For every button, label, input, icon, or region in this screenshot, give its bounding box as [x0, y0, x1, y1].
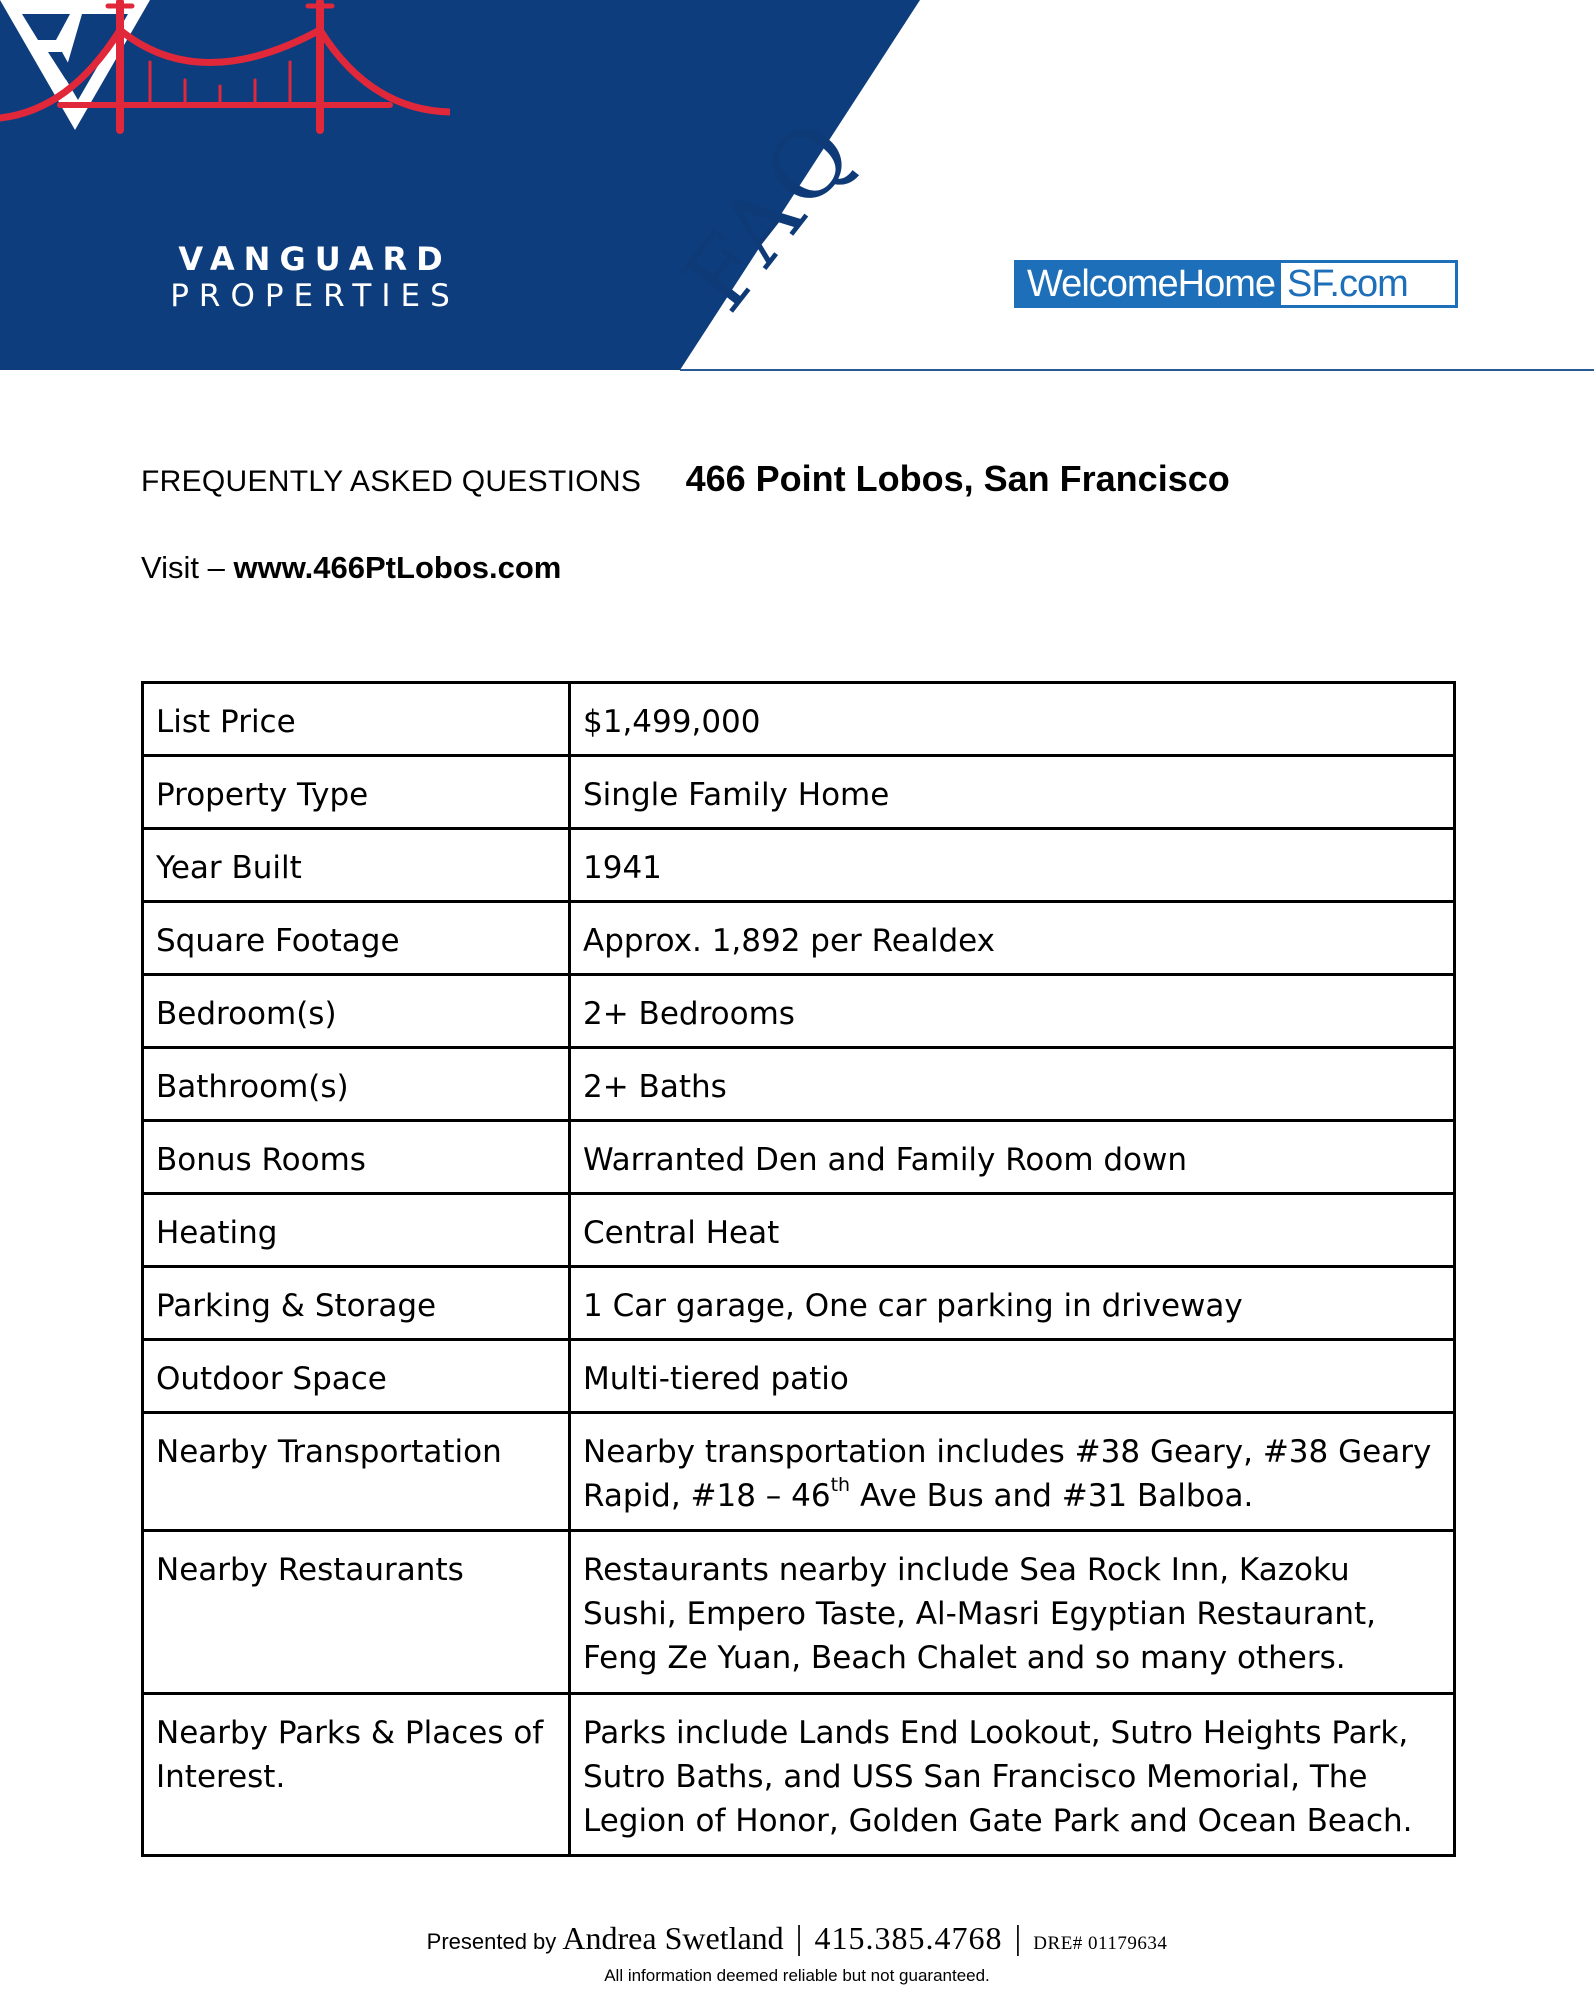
table-row: [143, 1121, 1455, 1194]
welcome-home-text: WelcomeHome: [1017, 263, 1281, 305]
visit-line: [141, 550, 561, 586]
row-label: Bonus Rooms: [143, 1121, 570, 1194]
row-label: Heating: [143, 1194, 570, 1267]
separator: |: [1014, 1920, 1022, 1957]
property-details-table: [141, 681, 1456, 1857]
dre-number: DRE# 01179634: [1033, 1933, 1168, 1954]
table-row: [143, 1531, 1455, 1694]
row-label: Square Footage: [143, 902, 570, 975]
welcomehomesf-logo: [1014, 260, 1458, 308]
agent-name: Andrea Swetland: [562, 1920, 784, 1956]
page-title-row: [141, 458, 1230, 500]
table-row: [143, 1340, 1455, 1413]
table-row: [143, 756, 1455, 829]
transport-text-a: Nearby transportation includes #38 Geary, #38 Geary Rapid, #18 – 46: [583, 1434, 1432, 1514]
table-row: [143, 1048, 1455, 1121]
row-value: Central Heat: [570, 1194, 1455, 1267]
row-value: 1941: [570, 829, 1455, 902]
row-label: Outdoor Space: [143, 1340, 570, 1413]
table-row: [143, 902, 1455, 975]
row-value: Multi-tiered patio: [570, 1340, 1455, 1413]
visit-prefix: Visit –: [141, 550, 234, 585]
footer: [0, 1920, 1594, 1986]
row-label: Property Type: [143, 756, 570, 829]
row-value: 2+ Bedrooms: [570, 975, 1455, 1048]
row-value: 1 Car garage, One car parking in driveway: [570, 1267, 1455, 1340]
separator: |: [795, 1920, 803, 1957]
faq-script-title: FAQ: [662, 99, 877, 331]
row-value: Warranted Den and Family Room down: [570, 1121, 1455, 1194]
row-label: Year Built: [143, 829, 570, 902]
row-label: Nearby Restaurants: [143, 1531, 570, 1694]
row-value: [570, 1413, 1455, 1531]
faq-heading: FREQUENTLY ASKED QUESTIONS: [141, 465, 642, 498]
row-value: Parks include Lands End Lookout, Sutro Heights Park, Sutro Baths, and USS San Francisco Memorial, The Legion of Honor, Golden Gate Park and Ocean Beach.: [570, 1694, 1455, 1856]
row-value: 2+ Baths: [570, 1048, 1455, 1121]
presenter-line: [0, 1920, 1594, 1958]
agent-phone: 415.385.4768: [814, 1920, 1003, 1956]
disclaimer: All information deemed reliable but not guaranteed.: [604, 1966, 990, 1985]
property-address: 466 Point Lobos, San Francisco: [685, 458, 1230, 499]
table-row: [143, 683, 1455, 756]
table-row: [143, 829, 1455, 902]
row-value: $1,499,000: [570, 683, 1455, 756]
table-row: [143, 1194, 1455, 1267]
row-label: Bathroom(s): [143, 1048, 570, 1121]
presented-by-label: Presented by: [426, 1929, 557, 1954]
vanguard-brand-name: [150, 240, 480, 314]
table-row: [143, 975, 1455, 1048]
row-value: Approx. 1,892 per Realdex: [570, 902, 1455, 975]
row-label: Bedroom(s): [143, 975, 570, 1048]
brand-line-2: PROPERTIES: [170, 278, 460, 314]
header-banner: [0, 0, 1594, 375]
ordinal-suffix: th: [830, 1473, 851, 1496]
property-website-link[interactable]: www.466PtLobos.com: [233, 550, 562, 585]
row-value: Restaurants nearby include Sea Rock Inn, Kazoku Sushi, Empero Taste, Al-Masri Egyptian Restaurant, Feng Ze Yuan, Beach Chalet and so many others.: [570, 1531, 1455, 1694]
row-value: Single Family Home: [570, 756, 1455, 829]
row-label: Parking & Storage: [143, 1267, 570, 1340]
transport-text-b: Ave Bus and #31 Balboa.: [850, 1478, 1254, 1514]
table-row: [143, 1694, 1455, 1856]
table-row: [143, 1413, 1455, 1531]
row-label: Nearby Parks & Places of Interest.: [143, 1694, 570, 1856]
golden-gate-bridge-icon: [0, 0, 450, 135]
sf-com-text: SF.com: [1281, 263, 1414, 305]
brand-line-1: VANGUARD: [178, 240, 452, 278]
table-row: [143, 1267, 1455, 1340]
row-label: Nearby Transportation: [143, 1413, 570, 1531]
row-label: List Price: [143, 683, 570, 756]
